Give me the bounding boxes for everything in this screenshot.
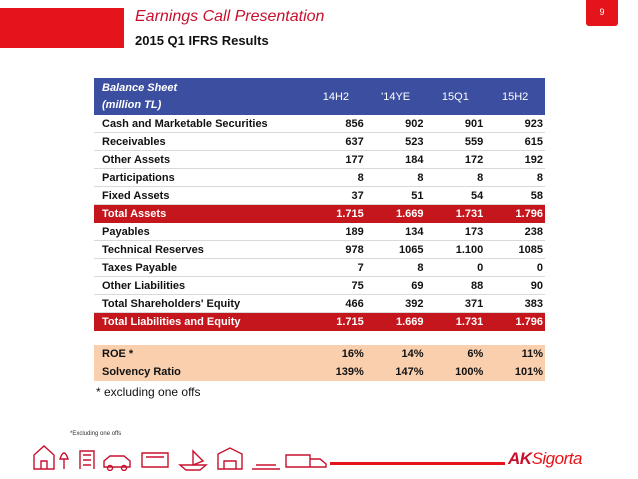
row-label: Receivables [102, 135, 166, 148]
cell-value: 371 [464, 297, 484, 310]
cell-value: 100% [455, 366, 484, 378]
cell-value: 7 [357, 261, 364, 274]
table-gap [94, 331, 545, 345]
table-row [94, 259, 545, 277]
brand-red-bar [0, 8, 124, 48]
wheel-icon [122, 466, 127, 471]
table-header-label-line1: Balance Sheet [102, 81, 178, 94]
row-label: Payables [102, 225, 150, 238]
shop-icon [218, 448, 242, 469]
table-row [94, 295, 545, 313]
page-number-badge: 9 [586, 0, 618, 26]
ratio-row-solvency [94, 363, 545, 381]
wheel-icon [108, 466, 113, 471]
row-label: Solvency Ratio [102, 366, 181, 378]
cell-value: 101% [514, 366, 543, 378]
cell-value: 69 [411, 279, 424, 292]
car-icon [104, 456, 130, 467]
row-label: Cash and Marketable Securities [102, 117, 268, 130]
table-row [94, 187, 545, 205]
cell-value: 1.715 [336, 208, 364, 220]
cell-value: 147% [395, 366, 424, 378]
cell-value: 37 [351, 189, 364, 202]
column-header: 14H2 [322, 90, 350, 103]
cell-value: 923 [524, 117, 543, 130]
cell-value: 173 [464, 225, 484, 238]
bus-icon [142, 453, 168, 467]
cell-value: 0 [536, 261, 543, 274]
balance-sheet-table [94, 78, 545, 381]
cell-value: 615 [524, 135, 543, 148]
cell-value: 637 [345, 135, 364, 148]
cell-value: 54 [471, 189, 484, 202]
cell-value: 1.669 [395, 208, 424, 220]
row-label: Total Shareholders' Equity [102, 297, 241, 310]
table-header-row [94, 78, 545, 115]
cell-value: 901 [464, 117, 484, 130]
row-label: Fixed Assets [102, 189, 170, 202]
cell-value: 383 [524, 297, 543, 310]
cell-value: 559 [464, 135, 484, 148]
cell-value: 14% [401, 348, 424, 360]
table-row [94, 277, 545, 295]
cell-value: 192 [524, 153, 543, 166]
cell-value: 88 [471, 279, 484, 292]
cell-value: 16% [341, 348, 364, 360]
cell-value: 1085 [518, 243, 543, 256]
ratio-row-roe [94, 345, 545, 363]
cell-value: 51 [411, 189, 424, 202]
row-label: Taxes Payable [102, 261, 178, 274]
column-header: 15H2 [501, 90, 529, 103]
total-liabilities-row [94, 313, 545, 331]
cell-value: 902 [405, 117, 424, 130]
tree-icon [60, 453, 68, 469]
cell-value: 8 [477, 171, 484, 184]
row-label: Total Liabilities and Equity [102, 316, 241, 328]
row-label: Other Liabilities [102, 279, 186, 292]
road-icon [252, 465, 280, 469]
table-row [94, 151, 545, 169]
boat-icon [180, 451, 206, 470]
cell-value: 8 [417, 261, 424, 274]
row-label: Participations [102, 171, 175, 184]
row-label: Total Assets [102, 208, 167, 220]
table-header-label-line2: (million TL) [102, 98, 162, 111]
cell-value: 978 [345, 243, 364, 256]
cell-value: 1065 [399, 243, 424, 256]
cell-value: 58 [530, 189, 543, 202]
table-row [94, 133, 545, 151]
total-assets-row [94, 205, 545, 223]
cell-value: 8 [357, 171, 364, 184]
footnote: * excluding one offs [96, 385, 201, 399]
cell-value: 90 [530, 279, 543, 292]
presentation-subtitle: 2015 Q1 IFRS Results [135, 33, 269, 48]
row-label: Technical Reserves [102, 243, 204, 256]
table-header-label [94, 80, 306, 114]
cell-value: 1.731 [455, 316, 484, 328]
cell-value: 6% [467, 348, 484, 360]
column-header: 15Q1 [441, 90, 469, 103]
cell-value: 189 [345, 225, 364, 238]
insurance-icons-illustration [30, 437, 330, 471]
house-icon [34, 446, 54, 469]
row-label: ROE * [102, 348, 134, 360]
cell-value: 11% [521, 348, 543, 360]
footnote-small: *Excluding one offs [70, 431, 122, 437]
building-icon [80, 451, 94, 469]
logo-ak: AK [508, 449, 532, 468]
cell-value: 1.715 [336, 316, 364, 328]
cell-value: 134 [405, 225, 424, 238]
table-row [94, 115, 545, 133]
red-stripe [330, 462, 505, 465]
cell-value: 1.796 [515, 316, 543, 328]
aksigorta-logo [508, 449, 582, 469]
cell-value: 1.731 [455, 208, 484, 220]
cell-value: 392 [405, 297, 424, 310]
cell-value: 523 [405, 135, 424, 148]
row-label: Other Assets [102, 153, 171, 166]
truck-icon [286, 455, 326, 467]
table-row [94, 169, 545, 187]
logo-sigorta: Sigorta [531, 449, 582, 468]
cell-value: 238 [524, 225, 543, 238]
cell-value: 1.100 [455, 243, 484, 256]
cell-value: 75 [351, 279, 364, 292]
cell-value: 177 [345, 153, 364, 166]
table-row [94, 241, 545, 259]
presentation-title: Earnings Call Presentation [135, 8, 325, 25]
cell-value: 139% [335, 366, 364, 378]
cell-value: 0 [477, 261, 484, 274]
column-header: '14YE [381, 90, 411, 103]
table-row [94, 223, 545, 241]
cell-value: 184 [405, 153, 424, 166]
cell-value: 1.796 [515, 208, 543, 220]
cell-value: 8 [417, 171, 424, 184]
cell-value: 172 [464, 153, 484, 166]
cell-value: 8 [536, 171, 543, 184]
cell-value: 1.669 [395, 316, 424, 328]
cell-value: 856 [345, 117, 364, 130]
cell-value: 466 [345, 297, 364, 310]
